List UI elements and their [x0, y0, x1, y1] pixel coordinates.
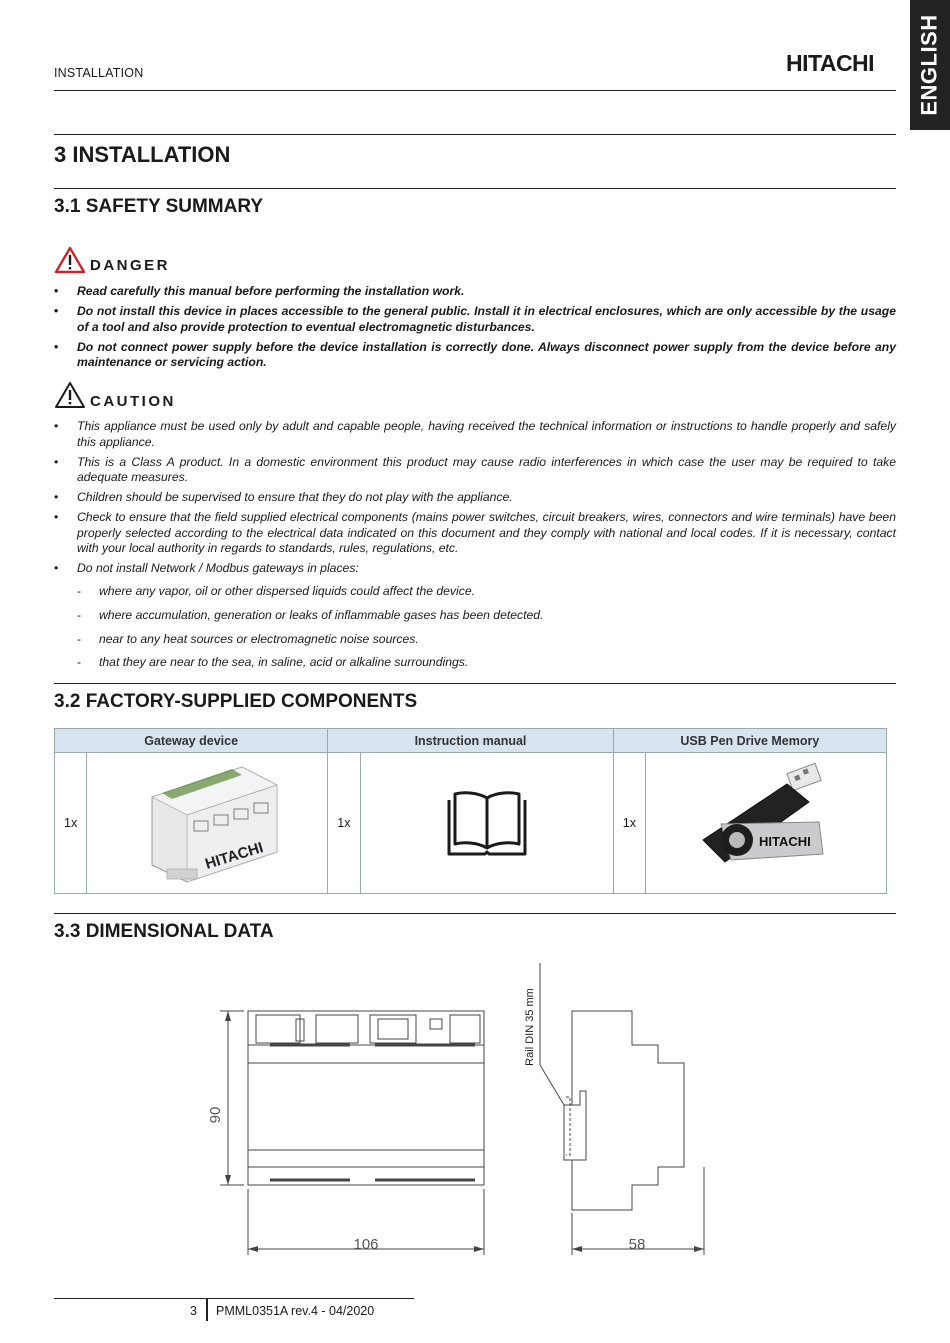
width-dimension-label: 106 — [353, 1236, 379, 1253]
section-divider — [54, 913, 896, 914]
caution-title: CAUTION — [90, 393, 176, 410]
gateway-device-image — [132, 757, 282, 887]
subsection-title-dimensions: 3.3 DIMENSIONAL DATA — [54, 921, 274, 942]
list-item: • Children should be supervised to ensure that they do not play with the appliance. — [54, 490, 896, 506]
quantity-cell: 1x — [328, 753, 360, 894]
caution-warning-icon — [54, 381, 86, 409]
list-item: • Check to ensure that the field supplied electrical components (mains power switches, circuit breakers, wires, connectors and wire terminals) have been properly selected according to the electrical data indicated on this document and they comply with national and local codes. If it is necessary, contact with your local authority in regards to standards, rules, regulations, etc. — [54, 510, 896, 557]
column-header: Gateway device — [55, 729, 328, 753]
danger-warning-icon — [54, 246, 86, 274]
header-divider — [54, 90, 896, 91]
list-item: • Do not connect power supply before the device installation is correctly done. Always disconnect power supply from the device before any maintenance or servicing action. — [54, 340, 896, 371]
list-item: • This appliance must be used only by adult and capable people, having received the technical information or instructions to handle properly and safely this appliance. — [54, 419, 896, 450]
column-header: Instruction manual — [328, 729, 613, 753]
sublist-item: - that they are near to the sea, in saline, acid or alkaline surroundings. — [77, 655, 877, 671]
list-item: • This is a Class A product. In a domestic environment this product may cause radio interferences in which case the user may be required to take adequate measures. — [54, 455, 896, 486]
quantity-cell: 1x — [613, 753, 645, 894]
components-table — [54, 728, 887, 894]
section-divider — [54, 683, 896, 684]
list-item: • Read carefully this manual before performing the installation work. — [54, 284, 896, 300]
sublist-item: - near to any heat sources or electromagnetic noise sources. — [77, 632, 877, 648]
height-dimension-label: 90 — [207, 1106, 224, 1124]
document-reference: PMML0351A rev.4 - 04/2020 — [216, 1304, 375, 1318]
usb-brand-label: HITACHI — [759, 833, 811, 849]
rail-label: Rail DIN 35 mm — [524, 988, 536, 1066]
danger-list — [54, 284, 896, 375]
list-item: • Do not install Network / Modbus gateways in places: — [54, 561, 896, 577]
gateway-device-cell — [87, 753, 328, 894]
book-icon — [447, 786, 527, 858]
dimensional-drawing — [200, 955, 720, 1260]
depth-dimension-label: 58 — [628, 1236, 646, 1253]
footer-divider — [54, 1298, 414, 1299]
sublist-item: - where accumulation, generation or leaks of inflammable gases has been detected. — [77, 608, 877, 624]
language-tab-label: ENGLISH — [917, 14, 943, 116]
instruction-manual-cell — [360, 753, 613, 894]
sublist-item: - where any vapor, oil or other dispersed liquids could affect the device. — [77, 584, 877, 600]
usb-drive-image — [691, 762, 841, 882]
list-item: • Do not install this device in places accessible to the general public. Install it in electrical enclosures, which are only accessible by the usage of a tool and also provide protection to eventual electromagnetic disturbances. — [54, 304, 896, 335]
column-header: USB Pen Drive Memory — [613, 729, 886, 753]
page-number: 3 — [190, 1304, 197, 1318]
language-tab — [910, 0, 950, 130]
subsection-title-safety: 3.1 SAFETY SUMMARY — [54, 196, 264, 217]
footer-separator — [206, 1299, 208, 1321]
quantity-cell: 1x — [55, 753, 87, 894]
device-brand-label: HITACHI — [203, 838, 266, 873]
section-divider — [54, 188, 896, 189]
danger-title: DANGER — [90, 257, 171, 274]
section-title: 3 INSTALLATION — [54, 142, 231, 167]
caution-sublist — [77, 584, 877, 679]
caution-list — [54, 419, 896, 581]
section-divider — [54, 134, 896, 135]
header-section-label: INSTALLATION — [54, 66, 144, 80]
usb-drive-cell — [646, 753, 887, 894]
brand-logo: HITACHI — [786, 50, 875, 76]
subsection-title-components: 3.2 FACTORY-SUPPLIED COMPONENTS — [54, 691, 418, 712]
